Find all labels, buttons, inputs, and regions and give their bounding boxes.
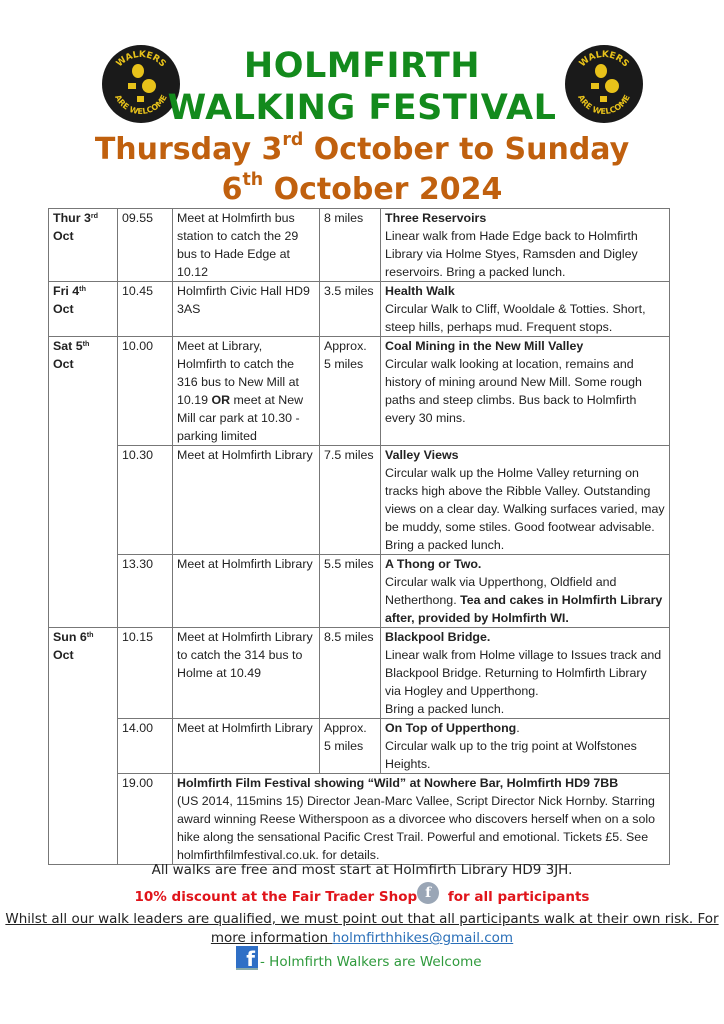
walk-title: Blackpool Bridge.	[385, 630, 491, 644]
walk-title: Health Walk	[385, 284, 455, 298]
walk-title: Coal Mining in the New Mill Valley	[385, 339, 584, 353]
walk-description-cell: Coal Mining in the New Mill Valley Circular walk looking at location, remains and history of mining around New Mill. Some rough paths and steep climbs. Bus back to Holmfirth every 30 mins.	[381, 337, 670, 446]
table-row	[49, 719, 670, 774]
walk-description-cell: Valley Views Circular walk up the Holme Valley returning on tracks high above the Ribble Valley. Outstanding views on a clear day. Walking surfaces varied, may be muddy, some stiles. Good footwear advisable. Bring a packed lunch.	[381, 446, 670, 555]
facebook-icon: f	[236, 946, 258, 970]
meeting-point-cell: Meet at Library, Holmfirth to catch the 316 bus to New Mill at 10.19 OR meet at New Mill car park at 10.30 - parking limited	[173, 337, 320, 446]
risk-note: Whilst all our walk leaders are qualified, we must point out that all participants walk at their own risk. For more information holmfirthhikes@gmail.com	[5, 911, 719, 946]
svg-text:ARE WELCOME: ARE WELCOME	[113, 93, 169, 117]
time-cell: 10.00	[118, 337, 173, 446]
meeting-point-cell: Meet at Holmfirth Library to catch the 314 bus to Holme at 10.49	[173, 628, 320, 719]
meeting-point-cell: Meet at Holmfirth Library	[173, 555, 320, 628]
table-row	[49, 209, 670, 282]
time-cell: 13.30	[118, 555, 173, 628]
festival-title-line1: HOLMFIRTH	[243, 46, 481, 86]
walk-title: On Top of Upperthong	[385, 721, 517, 735]
walk-description-cell: Three Reservoirs Linear walk from Hade Edge back to Holmfirth Library via Holme Styes, Ramsden and Digley reservoirs. Bring a packed lunch.	[381, 209, 670, 282]
walk-description-cell: On Top of Upperthong. Circular walk up to the trig point at Wolfstones Heights.	[381, 719, 670, 774]
time-cell: 14.00	[118, 719, 173, 774]
email-link[interactable]: holmfirthhikes@gmail.com	[332, 930, 514, 946]
table-row	[49, 337, 670, 446]
facebook-icon[interactable]: f	[417, 882, 439, 904]
time-cell: 10.30	[118, 446, 173, 555]
festival-dates-line2: 6th October 2024	[221, 170, 503, 207]
festival-dates-line1: Thursday 3rd October to Sunday	[94, 130, 630, 167]
walk-title: A Thong or Two.	[385, 557, 482, 571]
meeting-point-cell: Meet at Holmfirth Library	[173, 719, 320, 774]
distance-cell: 3.5 miles	[320, 282, 381, 337]
day-cell: Sat 5th Oct	[49, 337, 118, 628]
meeting-point-cell: Meet at Holmfirth bus station to catch the 29 bus to Hade Edge at 10.12	[173, 209, 320, 282]
distance-cell: 8.5 miles	[320, 628, 381, 719]
distance-cell: Approx. 5 miles	[320, 719, 381, 774]
film-description-cell: Holmfirth Film Festival showing “Wild” at Nowhere Bar, Holmfirth HD9 7BB (US 2014, 115mins 15) Director Jean-Marc Vallee, Script Director Nick Hornby. Starring award winning Reese Witherspoon as a divorcee who discovers herself when on a solo hike along the sensational Pacific Crest Trail. Powerful and emotional. Tickets £5. See holmfirthfilmfestival.co.uk. for details.	[173, 774, 670, 865]
table-row	[49, 628, 670, 719]
meeting-point-cell: Holmfirth Civic Hall HD9 3AS	[173, 282, 320, 337]
film-title: Holmfirth Film Festival showing “Wild” at Nowhere Bar, Holmfirth HD9 7BB	[177, 776, 619, 790]
day-cell: Thur 3rd Oct	[49, 209, 118, 282]
walk-title: Valley Views	[385, 448, 459, 462]
time-cell: 09.55	[118, 209, 173, 282]
day-cell: Fri 4th Oct	[49, 282, 118, 337]
svg-text:WALKERS: WALKERS	[577, 49, 631, 70]
time-cell: 19.00	[118, 774, 173, 865]
walk-description-cell: A Thong or Two. Circular walk via Upperthong, Oldfield and Netherthong. Tea and cakes in Holmfirth Library after, provided by Holmfirth WI.	[381, 555, 670, 628]
free-walks-note: All walks are free and most start at Holmfirth Library HD9 3JH.	[151, 862, 573, 878]
meeting-point-cell: Meet at Holmfirth Library	[173, 446, 320, 555]
table-row	[49, 282, 670, 337]
walk-description-cell: Blackpool Bridge. Linear walk from Holme village to Issues track and Blackpool Bridge. Returning to Holmfirth Library via Hogley and Upperthong. Bring a packed lunch.	[381, 628, 670, 719]
table-row	[49, 555, 670, 628]
distance-cell: 5.5 miles	[320, 555, 381, 628]
distance-cell: 7.5 miles	[320, 446, 381, 555]
discount-note: 10% discount at the Fair Trader Shop f for all participants	[0, 889, 724, 911]
svg-text:ARE WELCOME: ARE WELCOME	[576, 93, 632, 117]
facebook-group-link[interactable]	[236, 946, 482, 970]
distance-cell: 8 miles	[320, 209, 381, 282]
time-cell: 10.15	[118, 628, 173, 719]
table-row	[49, 774, 670, 865]
svg-text:WALKERS: WALKERS	[114, 49, 168, 70]
time-cell: 10.45	[118, 282, 173, 337]
table-row	[49, 446, 670, 555]
walk-schedule-table	[48, 208, 670, 865]
distance-cell: Approx. 5 miles	[320, 337, 381, 446]
walk-description-cell: Health Walk Circular Walk to Cliff, Wooldale & Totties. Short, steep hills, perhaps mud. Frequent stops.	[381, 282, 670, 337]
walk-title: Three Reservoirs	[385, 211, 487, 225]
facebook-group-label: - Holmfirth Walkers are Welcome	[260, 954, 482, 970]
day-cell: Sun 6th Oct	[49, 628, 118, 865]
festival-title-line2: WALKING FESTIVAL	[167, 88, 557, 128]
